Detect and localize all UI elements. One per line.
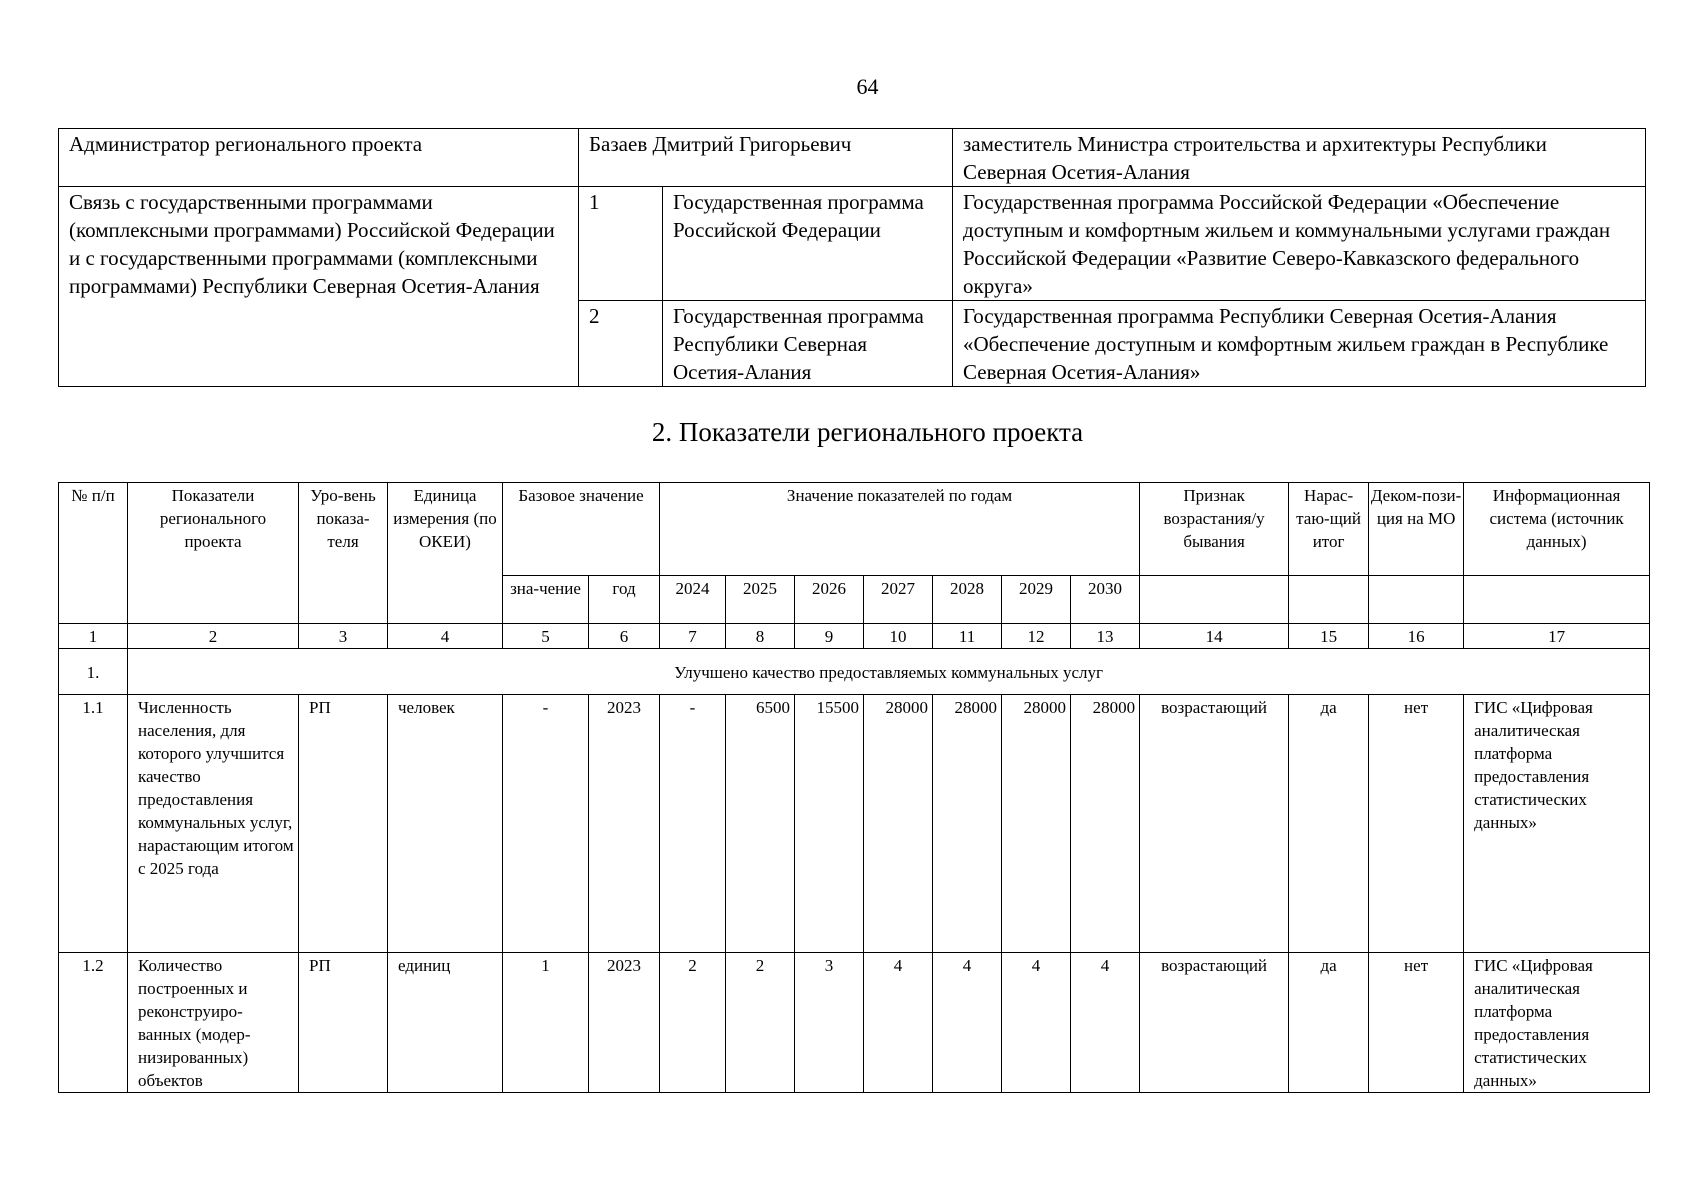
column-number: 11 — [933, 624, 1002, 649]
program-num: 1 — [579, 187, 663, 301]
page-number: 64 — [856, 74, 879, 99]
header-year: 2026 — [795, 576, 864, 624]
column-number: 6 — [589, 624, 660, 649]
row-year-value: 2 — [660, 953, 726, 1093]
header-blank — [1140, 576, 1289, 624]
row-year-value: 4 — [864, 953, 933, 1093]
program-name: Государственная программа Республики Северная Осетия-Алания «Обеспечение доступным и комфортным жильем граждан в Республике Северная Осетия-Алания» — [953, 301, 1646, 387]
row-year-value: 4 — [933, 953, 1002, 1093]
column-number: 10 — [864, 624, 933, 649]
header-decomp: Деком-пози-ция на МО — [1369, 483, 1464, 576]
row-year-value: 28000 — [933, 695, 1002, 953]
column-number: 14 — [1140, 624, 1289, 649]
header-years-group: Значение показателей по годам — [660, 483, 1140, 576]
column-number: 9 — [795, 624, 864, 649]
header-blank — [1289, 576, 1369, 624]
header-level: Уро-вень показа-теля — [299, 483, 388, 624]
program-type: Государственная программа Российской Федерации — [663, 187, 953, 301]
row-year-value: 28000 — [864, 695, 933, 953]
column-number: 5 — [503, 624, 589, 649]
header-cumulative: Нарас-таю-щий итог — [1289, 483, 1369, 576]
row-year-value: 28000 — [1002, 695, 1071, 953]
row-unit: единиц — [388, 953, 503, 1093]
column-number: 3 — [299, 624, 388, 649]
row-cumulative: да — [1289, 953, 1369, 1093]
column-number: 17 — [1464, 624, 1650, 649]
admin-position: заместитель Министра строительства и архитектуры Республики Северная Осетия-Алания — [953, 129, 1646, 187]
row-num: 1.1 — [59, 695, 128, 953]
indicators-table — [58, 482, 1650, 1093]
header-year: 2029 — [1002, 576, 1071, 624]
header-base: Базовое значение — [503, 483, 660, 576]
table-row — [59, 695, 1650, 953]
group-row — [59, 649, 1650, 695]
row-base-year: 2023 — [589, 953, 660, 1093]
row-num: 1.2 — [59, 953, 128, 1093]
row-year-value: 4 — [1071, 953, 1140, 1093]
row-name: Численность населения, для которого улучшится качество предоставления коммунальных услуг, нарастающим итогом с 2025 года — [128, 695, 299, 953]
header-year: 2024 — [660, 576, 726, 624]
header-name: Показатели регионального проекта — [128, 483, 299, 624]
program-num: 2 — [579, 301, 663, 387]
header-blank — [1464, 576, 1650, 624]
column-number-row — [59, 624, 1650, 649]
group-num: 1. — [59, 649, 128, 695]
column-number: 8 — [726, 624, 795, 649]
link-label: Связь с государственными программами (комплексными программами) Российской Федерации и с государственными программами (комплексными программами) Республики Северная Осетия-Алания — [59, 187, 579, 387]
header-blank — [1369, 576, 1464, 624]
row-decomp: нет — [1369, 695, 1464, 953]
row-trend: возрастающий — [1140, 953, 1289, 1093]
row-year-value: 3 — [795, 953, 864, 1093]
row-info-system: ГИС «Цифровая аналитическая платформа предоставления статистических данных» — [1464, 953, 1650, 1093]
row-level: РП — [299, 695, 388, 953]
header-base-value: зна-чение — [503, 576, 589, 624]
row-unit: человек — [388, 695, 503, 953]
row-base-value: - — [503, 695, 589, 953]
column-number: 4 — [388, 624, 503, 649]
program-name: Государственная программа Российской Федерации «Обеспечение доступным и комфортным жильем и коммунальными услугами граждан Российской Федерации «Развитие Северо-Кавказского федерального округа» — [953, 187, 1646, 301]
row-year-value: 15500 — [795, 695, 864, 953]
column-number: 1 — [59, 624, 128, 649]
row-decomp: нет — [1369, 953, 1464, 1093]
row-year-value: 4 — [1002, 953, 1071, 1093]
row-cumulative: да — [1289, 695, 1369, 953]
column-number: 2 — [128, 624, 299, 649]
column-number: 12 — [1002, 624, 1071, 649]
project-info-table — [58, 128, 1646, 387]
admin-label: Администратор регионального проекта — [59, 129, 579, 187]
header-num: № п/п — [59, 483, 128, 624]
row-year-value: 2 — [726, 953, 795, 1093]
header-base-year: год — [589, 576, 660, 624]
header-year: 2027 — [864, 576, 933, 624]
header-year: 2025 — [726, 576, 795, 624]
header-year: 2028 — [933, 576, 1002, 624]
program-type: Государственная программа Республики Северная Осетия-Алания — [663, 301, 953, 387]
row-name: Количество построенных и реконструиро-ванных (модер-низированных) объектов — [128, 953, 299, 1093]
admin-row — [59, 129, 1646, 187]
row-trend: возрастающий — [1140, 695, 1289, 953]
row-base-year: 2023 — [589, 695, 660, 953]
header-unit: Единица измерения (по ОКЕИ) — [388, 483, 503, 624]
header-year: 2030 — [1071, 576, 1140, 624]
admin-name: Базаев Дмитрий Григорьевич — [579, 129, 953, 187]
table-row — [59, 953, 1650, 1093]
row-year-value: 6500 — [726, 695, 795, 953]
group-title: Улучшено качество предоставляемых коммунальных услуг — [128, 649, 1650, 695]
column-number: 13 — [1071, 624, 1140, 649]
program-row — [59, 187, 1646, 301]
row-info-system: ГИС «Цифровая аналитическая платформа предоставления статистических данных» — [1464, 695, 1650, 953]
row-year-value: - — [660, 695, 726, 953]
section-title: 2. Показатели регионального проекта — [651, 417, 1084, 447]
row-year-value: 28000 — [1071, 695, 1140, 953]
column-number: 7 — [660, 624, 726, 649]
header-row — [59, 483, 1650, 576]
row-level: РП — [299, 953, 388, 1093]
column-number: 16 — [1369, 624, 1464, 649]
column-number: 15 — [1289, 624, 1369, 649]
header-info-system: Информационная система (источник данных) — [1464, 483, 1650, 576]
row-base-value: 1 — [503, 953, 589, 1093]
header-trend: Признак возрастания/у бывания — [1140, 483, 1289, 576]
